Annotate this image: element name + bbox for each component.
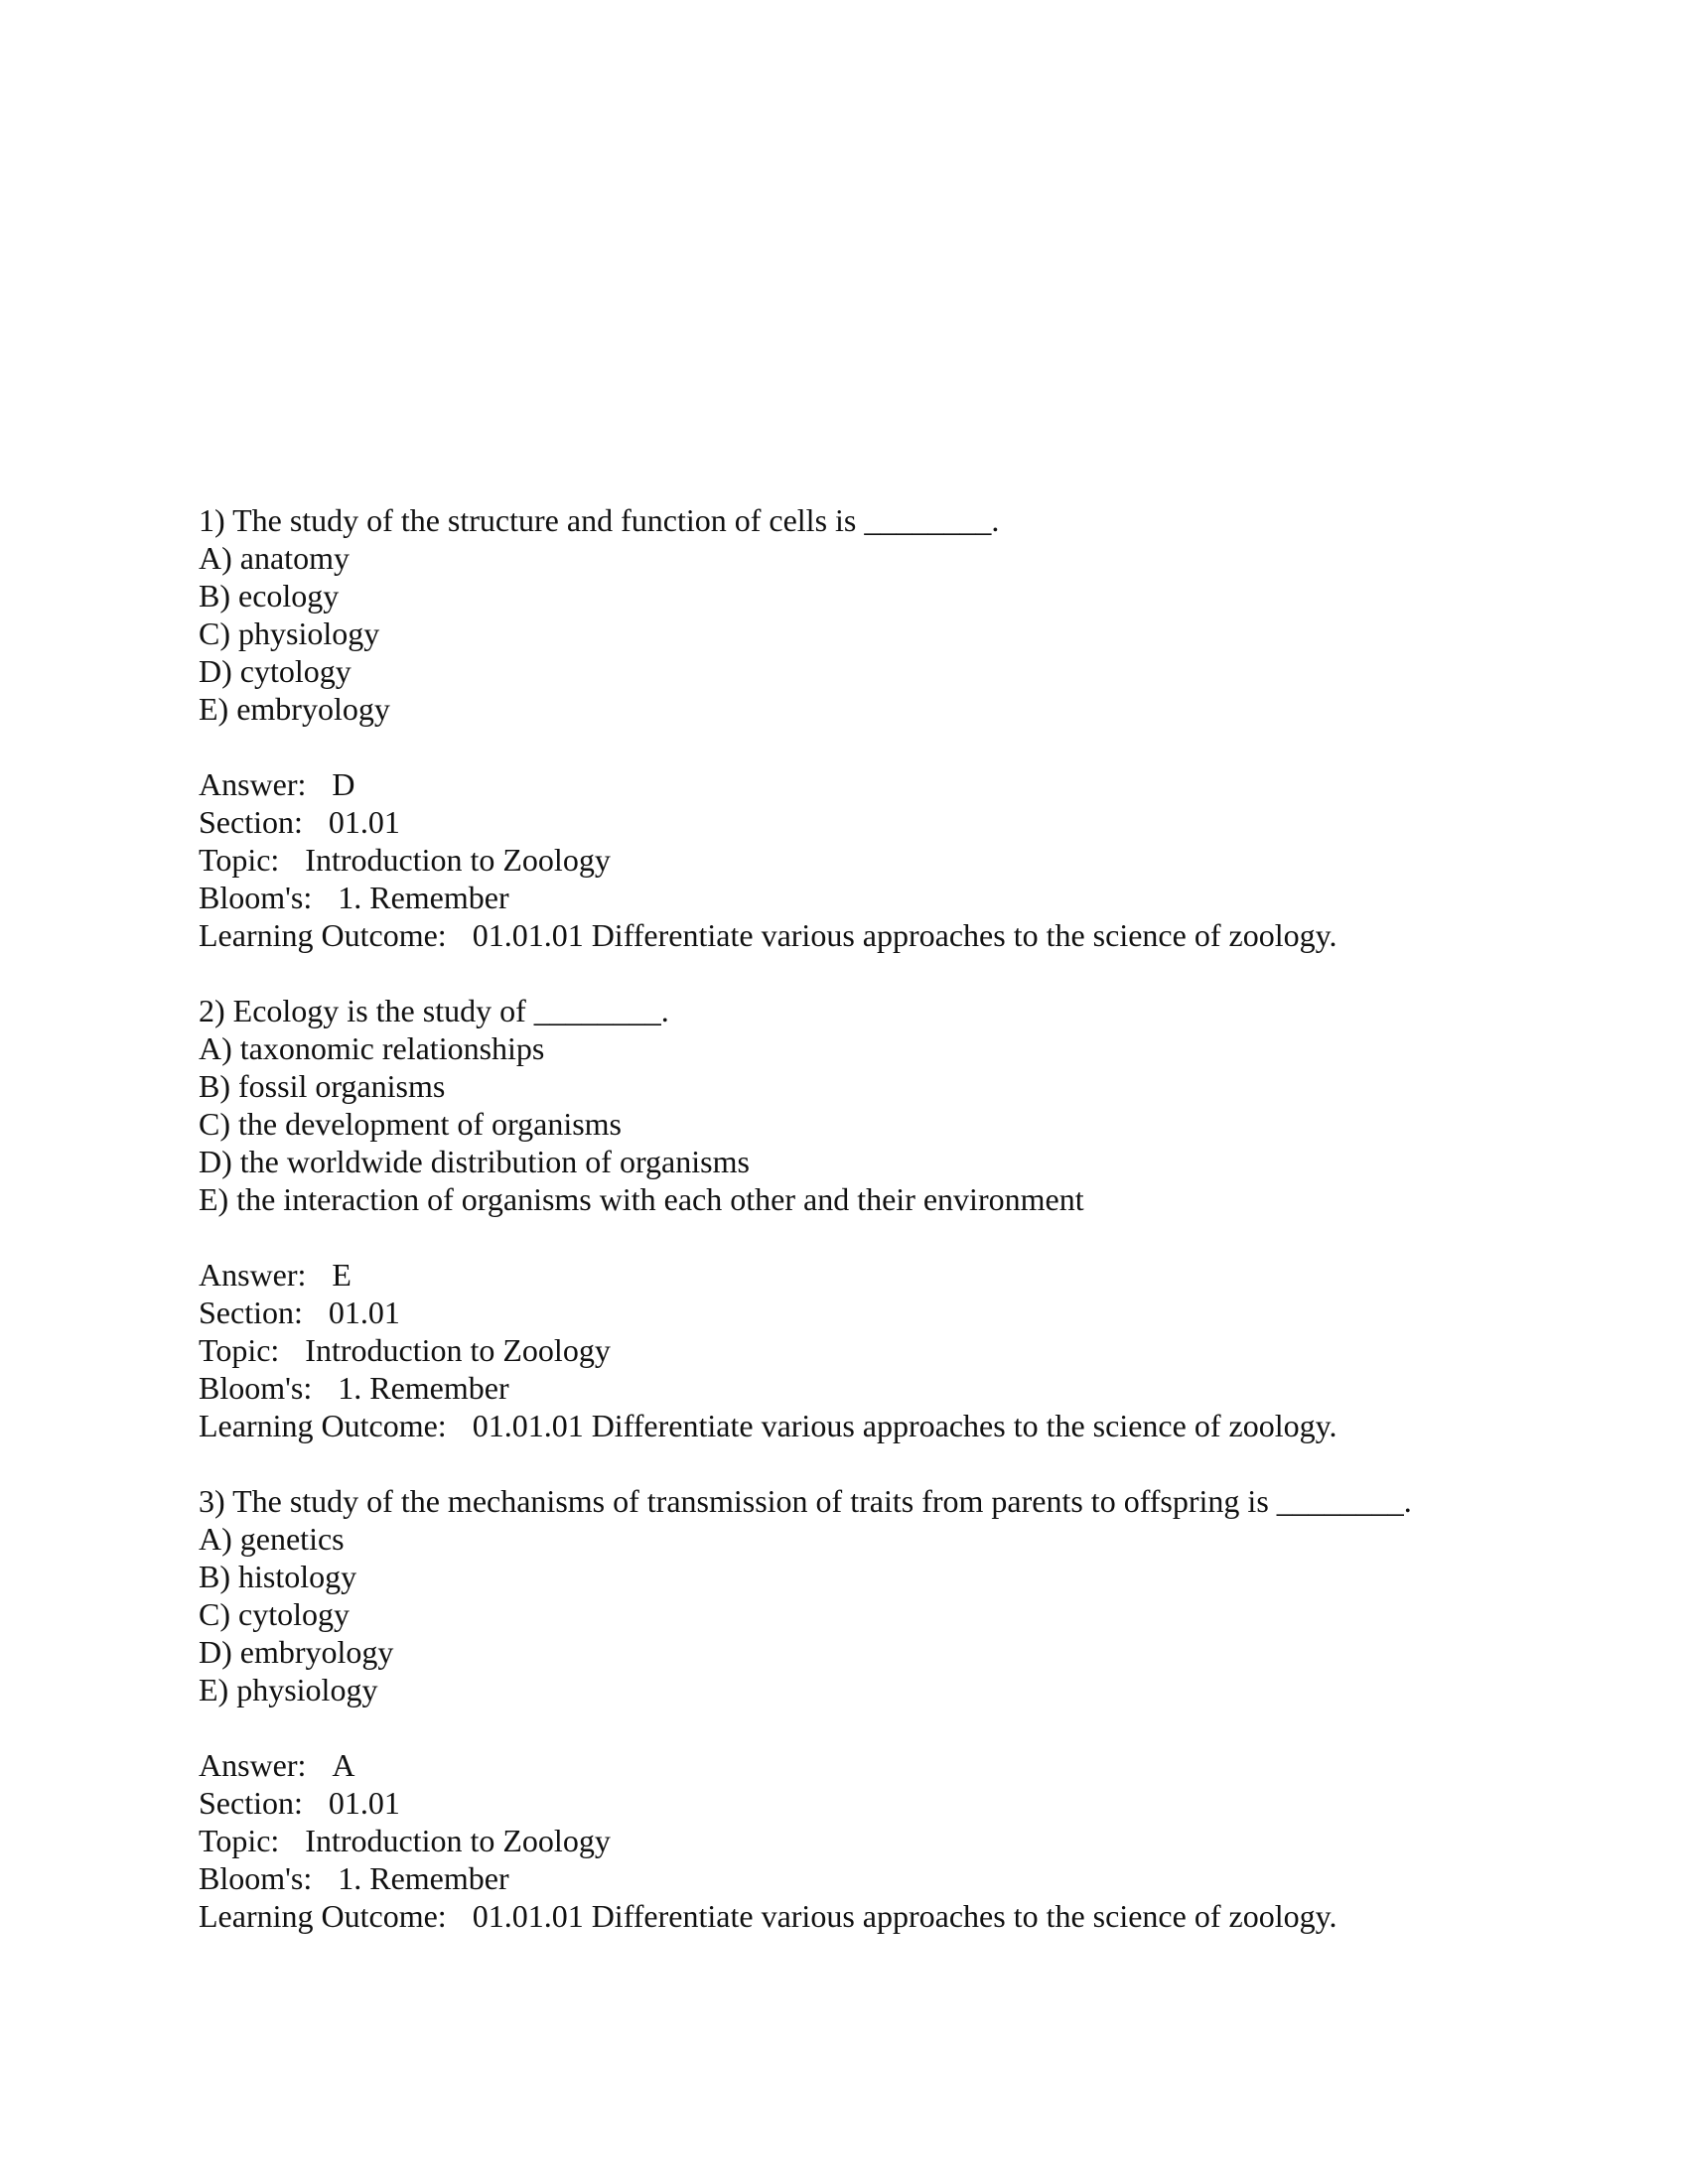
question-text: 3) The study of the mechanisms of transmission of traits from parents to offspring is ________. <box>199 1483 1412 1519</box>
blooms-value: 1. Remember <box>338 1860 509 1896</box>
outcome-line <box>199 916 1589 954</box>
answer-label: Answer: <box>199 1747 307 1783</box>
option-a: A) anatomy <box>199 540 350 576</box>
blooms-value: 1. Remember <box>338 880 509 915</box>
section-label: Section: <box>199 1295 303 1330</box>
outcome-line <box>199 1407 1589 1444</box>
option-c: C) cytology <box>199 1596 350 1632</box>
answer-label: Answer: <box>199 1257 307 1293</box>
blooms-line <box>199 1859 1589 1897</box>
question-text: 1) The study of the structure and function of cells is ________. <box>199 502 1000 538</box>
option-d: D) embryology <box>199 1634 394 1670</box>
answer-line <box>199 765 1589 803</box>
blooms-line <box>199 879 1589 916</box>
outcome-label: Learning Outcome: <box>199 1408 447 1443</box>
answer-value: E <box>332 1257 352 1293</box>
option-c: C) physiology <box>199 615 380 651</box>
section-line <box>199 803 1589 841</box>
answer-label: Answer: <box>199 766 307 802</box>
outcome-value: 01.01.01 Differentiate various approaches to the science of zoology. <box>472 1898 1337 1934</box>
question-metadata <box>199 765 1589 954</box>
topic-label: Topic: <box>199 842 280 878</box>
option-d: D) the worldwide distribution of organisms <box>199 1144 750 1179</box>
option-e: E) physiology <box>199 1672 378 1707</box>
question-block-1 <box>199 501 1589 954</box>
topic-label: Topic: <box>199 1823 280 1858</box>
topic-line <box>199 841 1589 879</box>
answer-line <box>199 1256 1589 1294</box>
answer-value: A <box>332 1747 355 1783</box>
section-value: 01.01 <box>328 804 400 840</box>
topic-value: Introduction to Zoology <box>305 842 611 878</box>
section-value: 01.01 <box>328 1785 400 1821</box>
topic-line <box>199 1331 1589 1369</box>
question-block-2 <box>199 992 1589 1444</box>
question-block-3 <box>199 1482 1589 1935</box>
blooms-label: Bloom's: <box>199 880 313 915</box>
outcome-label: Learning Outcome: <box>199 1898 447 1934</box>
question-text: 2) Ecology is the study of ________. <box>199 993 669 1028</box>
outcome-value: 01.01.01 Differentiate various approaches to the science of zoology. <box>472 1408 1337 1443</box>
blooms-value: 1. Remember <box>338 1370 509 1406</box>
blooms-label: Bloom's: <box>199 1370 313 1406</box>
topic-label: Topic: <box>199 1332 280 1368</box>
question-metadata <box>199 1256 1589 1444</box>
section-line <box>199 1784 1589 1822</box>
option-a: A) taxonomic relationships <box>199 1030 545 1066</box>
blooms-line <box>199 1369 1589 1407</box>
question-metadata <box>199 1746 1589 1935</box>
option-b: B) histology <box>199 1559 357 1594</box>
answer-value: D <box>332 766 355 802</box>
section-label: Section: <box>199 1785 303 1821</box>
option-d: D) cytology <box>199 653 352 689</box>
option-b: B) fossil organisms <box>199 1068 446 1104</box>
blooms-label: Bloom's: <box>199 1860 313 1896</box>
outcome-line <box>199 1897 1589 1935</box>
question-list <box>199 501 1589 1935</box>
answer-line <box>199 1746 1589 1784</box>
option-c: C) the development of organisms <box>199 1106 622 1142</box>
option-e: E) the interaction of organisms with each other and their environment <box>199 1181 1084 1217</box>
option-a: A) genetics <box>199 1521 345 1557</box>
section-line <box>199 1294 1589 1331</box>
outcome-label: Learning Outcome: <box>199 917 447 953</box>
topic-value: Introduction to Zoology <box>305 1332 611 1368</box>
section-label: Section: <box>199 804 303 840</box>
topic-line <box>199 1822 1589 1859</box>
section-value: 01.01 <box>328 1295 400 1330</box>
outcome-value: 01.01.01 Differentiate various approaches to the science of zoology. <box>472 917 1337 953</box>
option-b: B) ecology <box>199 578 340 614</box>
option-e: E) embryology <box>199 691 390 727</box>
topic-value: Introduction to Zoology <box>305 1823 611 1858</box>
